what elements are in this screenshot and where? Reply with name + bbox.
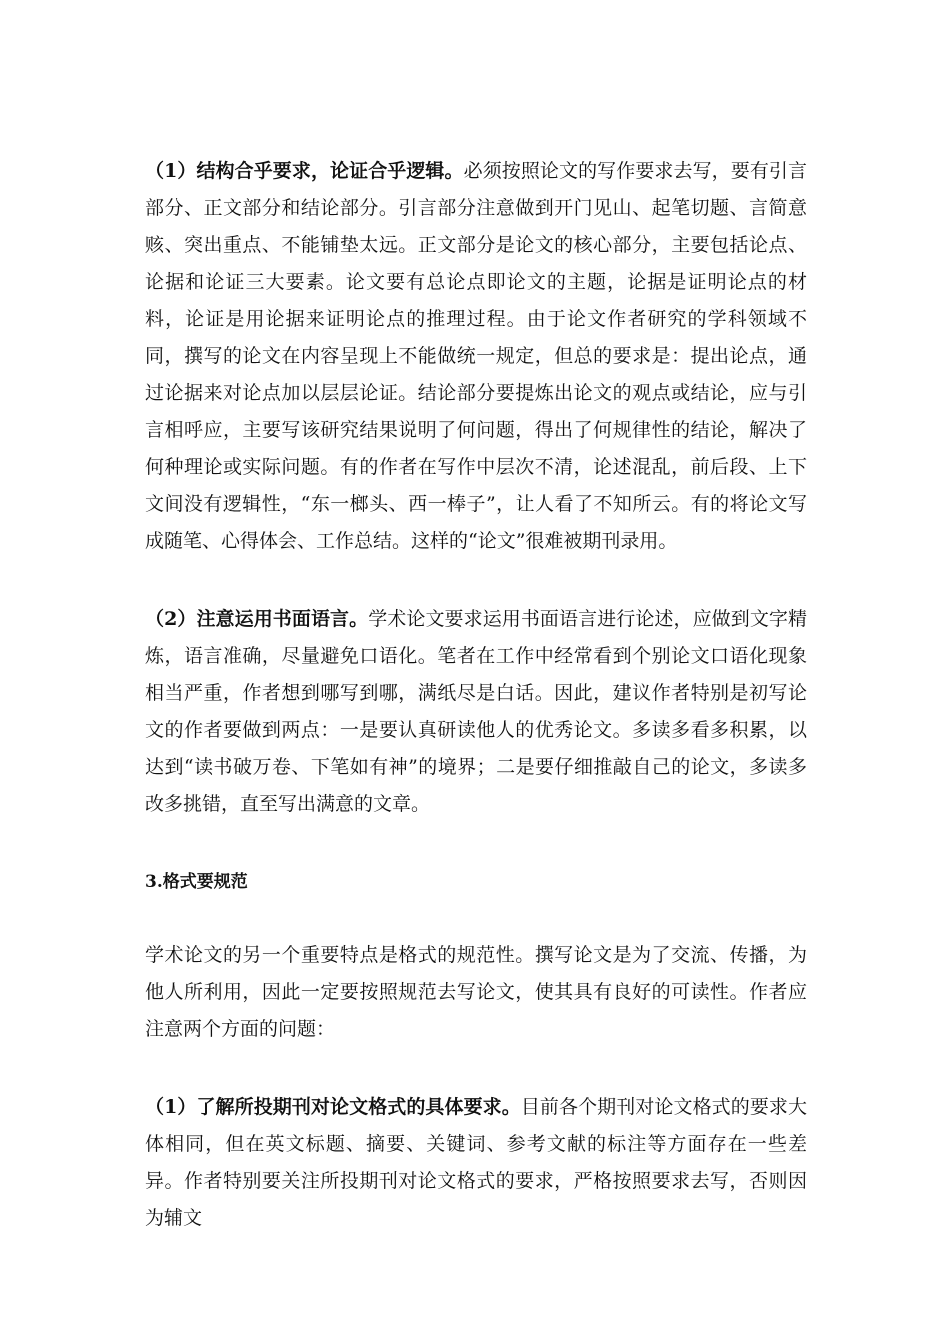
paragraph-lead: （1）了解所投期刊对论文格式的具体要求。 bbox=[145, 1096, 521, 1118]
paragraph-format-requirements bbox=[145, 1089, 807, 1237]
paragraph-written-language bbox=[145, 601, 807, 823]
paragraph-body: 必须按照论文的写作要求去写，要有引言部分、正文部分和结论部分。引言部分注意做到开门见山、起笔切题、言简意赅、突出重点、不能铺垫太远。正文部分是论文的核心部分，主要包括论点、论据和论证三大要素。论文要有总论点即论文的主题，论据是证明论点的材料，论证是用论据来证明论点的推理过程。由于论文作者研究的学科领域不同，撰写的论文在内容呈现上不能做统一规定，但总的要求是：提出论点，通过论据来对论点加以层层论证。结论部分要提炼出论文的观点或结论，应与引言相呼应，主要写该研究结果说明了何问题，得出了何规律性的结论，解决了何种理论或实际问题。有的作者在写作中层次不清，论述混乱，前后段、上下文间没有逻辑性，“东一榔头、西一棒子”，让人看了不知所云。有的将论文写成随笔、心得体会、工作总结。这样的“论文”很难被期刊录用。 bbox=[145, 160, 807, 552]
section-intro-paragraph: 学术论文的另一个重要特点是格式的规范性。撰写论文是为了交流、传播，为他人所利用，因此一定要按照规范去写论文，使其具有良好的可读性。作者应注意两个方面的问题： bbox=[145, 944, 807, 1040]
paragraph-body: 目前各个期刊对论文格式的要求大体相同，但在英文标题、摘要、关键词、参考文献的标注等方面存在一些差异。作者特别要关注所投期刊对论文格式的要求，严格按照要求去写，否则因为辅文 bbox=[145, 1096, 807, 1229]
section-heading: 3.格式要规范 bbox=[145, 872, 248, 892]
paragraph-lead: （1）结构合乎要求，论证合乎逻辑。 bbox=[145, 160, 464, 182]
paragraph-lead: （2）注意运用书面语言。 bbox=[145, 608, 369, 630]
paragraph-structure-logic bbox=[145, 153, 807, 560]
paragraph-body: 学术论文要求运用书面语言进行论述，应做到文字精炼，语言准确，尽量避免口语化。笔者在工作中经常看到个别论文口语化现象相当严重，作者想到哪写到哪，满纸尽是白话。因此，建议作者特别是初写论文的作者要做到两点：一是要认真研读他人的优秀论文。多读多看多积累，以达到“读书破万卷、下笔如有神”的境界；二是要仔细推敲自己的论文，多读多改多挑错，直至写出满意的文章。 bbox=[145, 608, 807, 815]
